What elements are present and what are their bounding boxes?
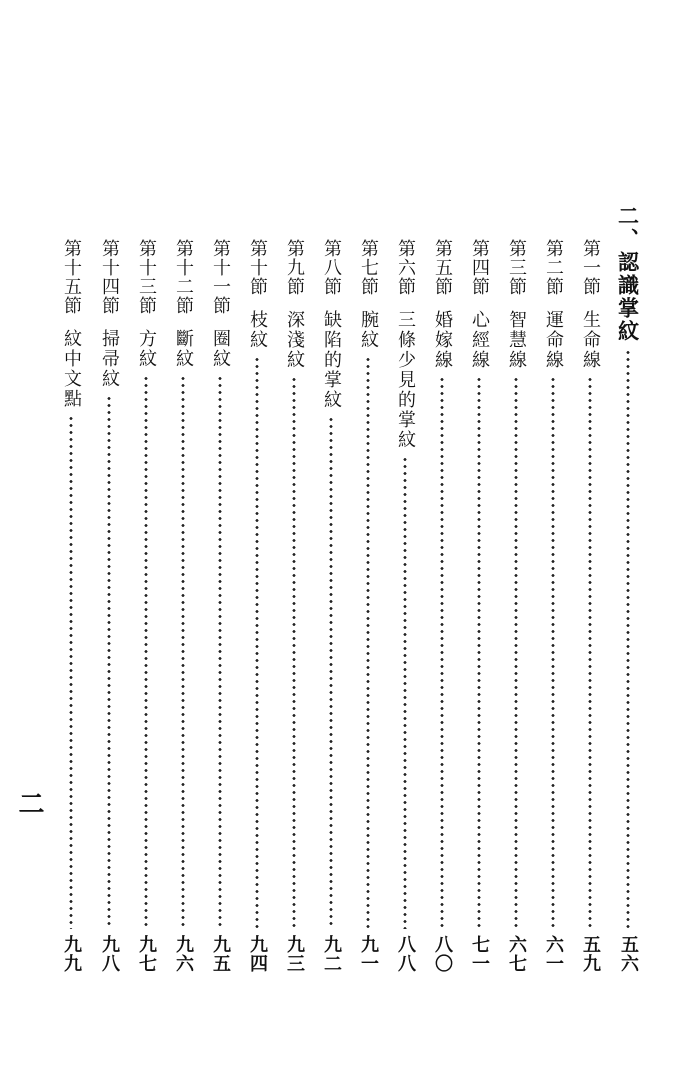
toc-entry bbox=[242, 205, 272, 973]
toc-entry bbox=[94, 205, 124, 973]
toc-entry bbox=[538, 205, 568, 973]
toc-entry bbox=[131, 205, 161, 973]
toc-chapter-heading bbox=[613, 205, 643, 973]
section-number: 第六節 bbox=[395, 239, 416, 296]
dot-leader bbox=[292, 376, 296, 929]
dot-leader bbox=[218, 375, 222, 929]
dot-leader bbox=[626, 349, 630, 929]
folio-page-number: 二 bbox=[14, 790, 44, 816]
section-number: 第八節 bbox=[321, 239, 342, 296]
page-number: 八八 bbox=[395, 935, 416, 973]
section-number: 第四節 bbox=[469, 239, 490, 296]
section-title: 腕紋 bbox=[358, 310, 379, 350]
page-number: 八〇 bbox=[432, 935, 453, 973]
toc-entry bbox=[168, 205, 198, 973]
dot-leader bbox=[366, 356, 370, 929]
section-title: 婚嫁線 bbox=[432, 310, 453, 370]
dot-leader bbox=[107, 395, 111, 929]
page-number: 九四 bbox=[247, 935, 268, 973]
section-number: 第十一節 bbox=[210, 239, 231, 315]
page-number: 九六 bbox=[173, 935, 194, 973]
toc-entry bbox=[464, 205, 494, 973]
section-title: 運命線 bbox=[543, 310, 564, 370]
dot-leader bbox=[69, 415, 73, 929]
dot-leader bbox=[477, 376, 481, 929]
toc-entry bbox=[56, 205, 86, 973]
page-number: 六一 bbox=[543, 935, 564, 973]
section-title: 心經線 bbox=[469, 310, 490, 370]
dot-leader bbox=[588, 376, 592, 929]
chapter-title: 二、認識掌紋 bbox=[615, 205, 641, 343]
section-number: 第七節 bbox=[358, 239, 379, 296]
toc-entry bbox=[316, 205, 346, 973]
section-title: 深淺紋 bbox=[284, 310, 305, 370]
section-number: 第三節 bbox=[506, 239, 527, 296]
dot-leader bbox=[514, 376, 518, 929]
dot-leader bbox=[329, 416, 333, 929]
section-number: 第十二節 bbox=[173, 239, 194, 315]
section-number: 第九節 bbox=[284, 239, 305, 296]
page-number: 七一 bbox=[469, 935, 490, 973]
dot-leader bbox=[144, 375, 148, 929]
page-number: 九八 bbox=[99, 935, 120, 973]
toc-entry bbox=[353, 205, 383, 973]
page-number: 九九 bbox=[61, 935, 82, 973]
section-number: 第五節 bbox=[432, 239, 453, 296]
section-title: 掃帚紋 bbox=[99, 329, 120, 389]
dot-leader bbox=[551, 376, 555, 929]
section-title: 缺陷的掌紋 bbox=[321, 310, 342, 410]
section-title: 智慧線 bbox=[506, 310, 527, 370]
toc-entry bbox=[501, 205, 531, 973]
page-number: 九七 bbox=[136, 935, 157, 973]
section-number: 第十三節 bbox=[136, 239, 157, 315]
section-title: 生命線 bbox=[580, 310, 601, 370]
section-title: 枝紋 bbox=[247, 310, 268, 350]
section-title: 紋中文點 bbox=[61, 329, 82, 409]
section-number: 第二節 bbox=[543, 239, 564, 296]
page-number: 九一 bbox=[358, 935, 379, 973]
section-number: 第十節 bbox=[247, 239, 268, 296]
section-title: 方紋 bbox=[136, 329, 157, 369]
chapter-page-number: 五六 bbox=[618, 935, 639, 973]
page-number: 九二 bbox=[321, 935, 342, 973]
toc-entry bbox=[575, 205, 605, 973]
page-number: 六七 bbox=[506, 935, 527, 973]
dot-leader bbox=[181, 375, 185, 929]
toc-entry bbox=[390, 205, 420, 973]
section-number: 第一節 bbox=[580, 239, 601, 296]
page-number: 九三 bbox=[284, 935, 305, 973]
section-number: 第十五節 bbox=[61, 239, 82, 315]
dot-leader bbox=[440, 376, 444, 929]
section-title: 圈紋 bbox=[210, 329, 231, 369]
section-title: 三條少見的掌紋 bbox=[395, 310, 416, 450]
toc-entry bbox=[279, 205, 309, 973]
toc-entry bbox=[427, 205, 457, 973]
dot-leader bbox=[255, 356, 259, 929]
section-title: 斷紋 bbox=[173, 329, 194, 369]
section-number: 第十四節 bbox=[99, 239, 120, 315]
dot-leader bbox=[403, 456, 407, 929]
page-number: 九五 bbox=[210, 935, 231, 973]
page-number: 五九 bbox=[580, 935, 601, 973]
toc-entry bbox=[205, 205, 235, 973]
